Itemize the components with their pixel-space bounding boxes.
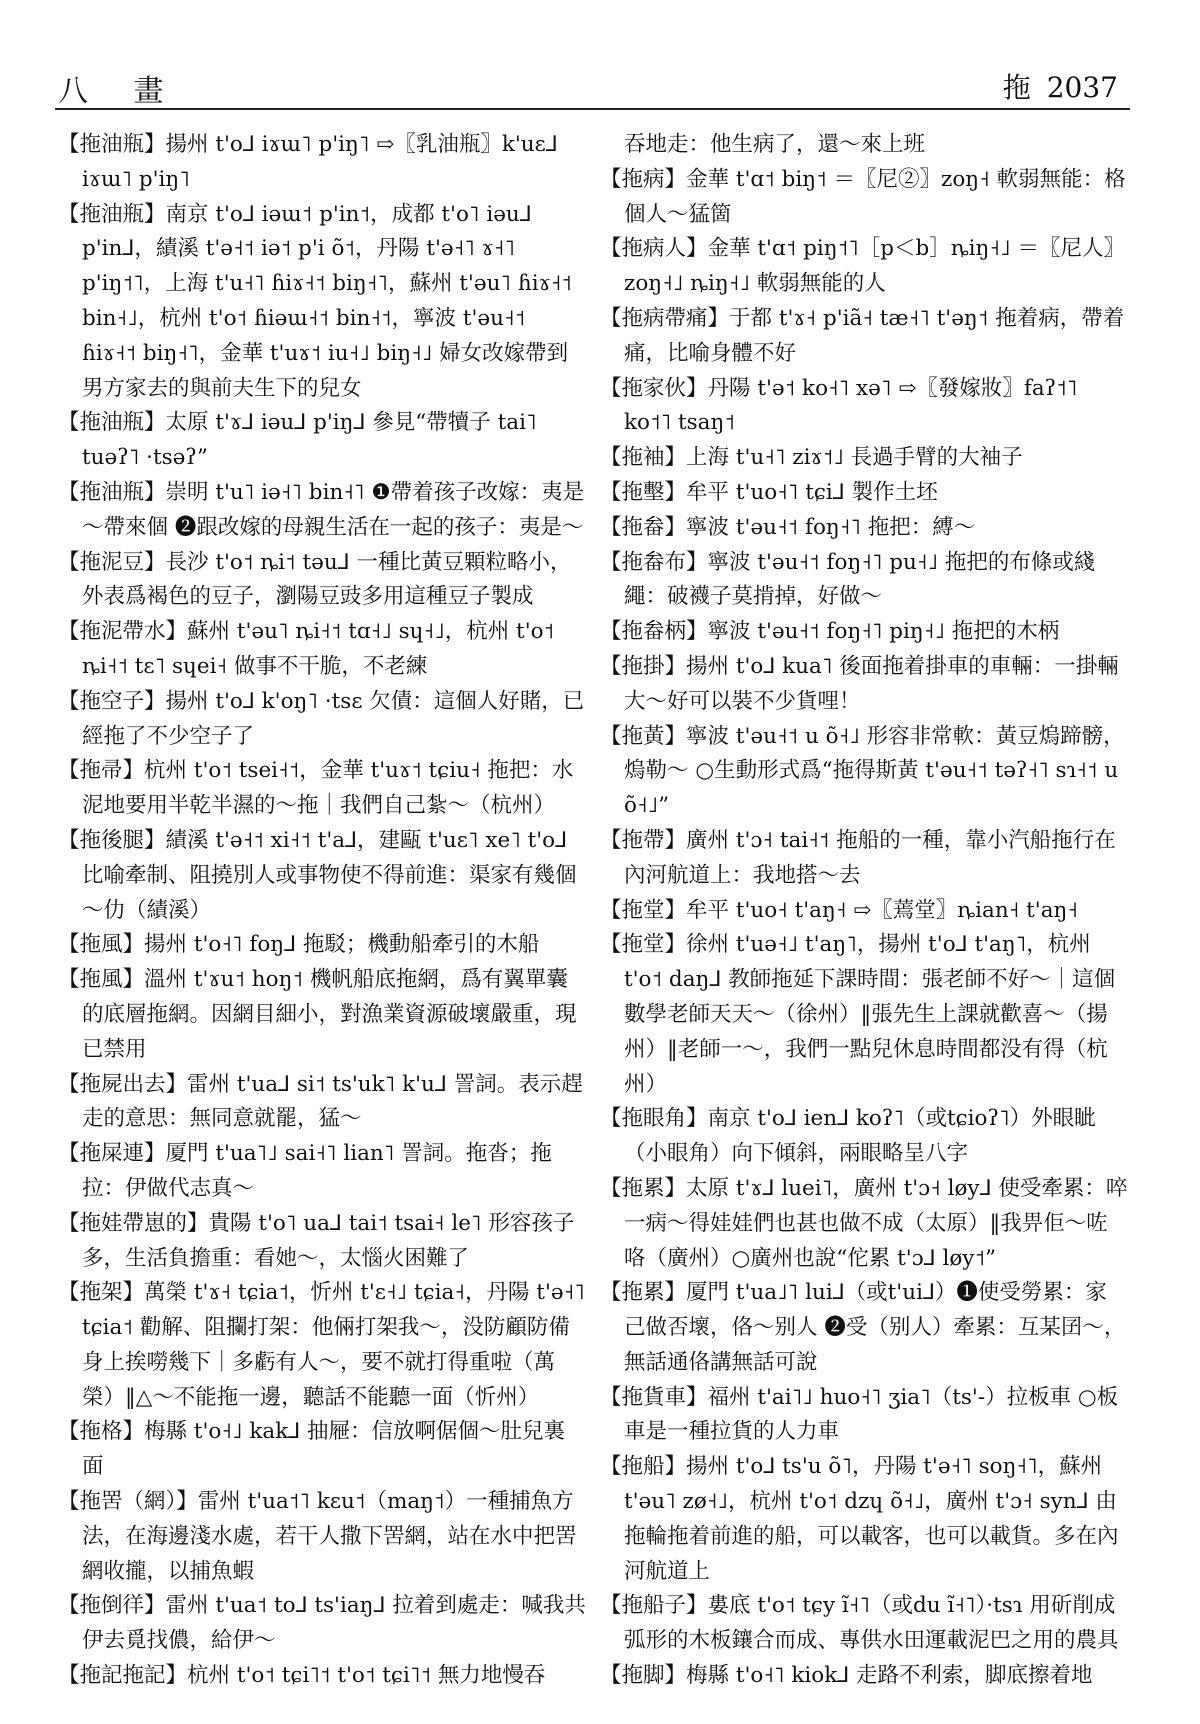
dictionary-entry: 【拖船子】婁底 t'o˦ tɕy ĩ˧˥（或du ĩ˧˥）·tsɿ 用斫削成弧形的木板鑲合而成、專供水田運載泥巴之用的農具 (600, 1593, 1119, 1654)
dictionary-entry: 【拖風】溫州 t'ɤu˦ hoŋ˦ 機帆船底拖網，爲有翼單囊的底層拖網。因網目細小，對漁業資源破壞嚴重，現已禁用 (58, 967, 577, 1062)
dictionary-entry: 【拖船】揚州 t'o⅃ ts'u õ˥，丹陽 t'ə˧˥ soŋ˧˥，蘇州 t'əu˥ zø˧˩，杭州 t'o˦ dzɥ õ˧˩，廣州 t'ɔ˧ syn⅃ 由拖輪拖着前進的船，可以載客，也可以載貨。多在內河航道上 (600, 1454, 1119, 1584)
dictionary-entry: 【拖油瓶】太原 t'ɤ⅃ iəu⅃ p'iŋ⅃ 參見“帶犢子 tai˥ tuəʔ˥ ·tsəʔ” (58, 410, 537, 471)
dictionary-entry: 【拖累】太原 t'ɤ⅃ luei˥，廣州 t'ɔ˧ løy⅃ 使受牽累：啐一病～得娃娃們也甚也做不成（太原）‖我畀佢～咗咯（廣州）○廣州也說“佗累 t'ɔ⅃ løy˦” (600, 1175, 1128, 1271)
page-number: 2037 (1046, 71, 1118, 104)
dictionary-entry: 【拖袖】上海 t'u˧˥ ziɤ˦˩ 長過手臂的大袖子 (600, 445, 1023, 471)
dictionary-entry: 【拖格】梅縣 t'o˧˩ kak⅃ 抽屜：信放啊倨個～肚兒裏面 (58, 1419, 566, 1480)
dictionary-entry: 【拖罟（網）】雷州 t'ua˦˥ kɛu˦（maŋ˦）一種捕魚方法，在海邊淺水處，若干人撒下罟網，站在水中把罟網收攏，以捕魚蝦 (58, 1489, 577, 1584)
dictionary-entry: 【拖黃】寧波 t'əu˧˦ u õ˧˩ 形容非常軟：黃豆熓蹄髈，熓勒～ ○生動形式爲“拖得斯黃 t'əu˧˦ təʔ˧˥ sɿ˧˦ u õ˧˩” (600, 723, 1125, 819)
dictionary-entry: 【拖墼】牟平 t'uo˧˥ tɕi⅃ 製作土坯 (600, 479, 938, 505)
dictionary-entry: 【拖屍出去】雷州 t'ua⅃ si˦ ts'uk˥ k'u⅃ 詈詞。表示趕走的意思：無同意就罷，猛～ (58, 1071, 583, 1132)
head-character: 拖 (1002, 71, 1031, 104)
left-column (58, 128, 586, 1694)
dictionary-entry: 【拖泥帶水】蘇州 t'əu˥ ȵi˧˦ tɑ˧˩ sɥ˧˩，杭州 t'o˦ ȵi˧˦ tɛ˥ sɥei˧ 做事不干脆，不老練 (58, 619, 555, 679)
right-column (600, 128, 1128, 1694)
dictionary-entry: 【拖畚】寧波 t'əu˧˦ foŋ˧˥ 拖把：縛～ (600, 514, 976, 540)
dictionary-entry: 【拖病人】金華 t'ɑ˦ piŋ˦˥［p＜b］ȵiŋ˧˩ ＝〖尼人〗zoŋ˧˩ ȵiŋ˧˩ 軟弱無能的人 (600, 236, 1125, 297)
dictionary-entry: 【拖累】厦門 t'ua˩˥ lui⅃（或t'ui⅃）❶使受勞累：家己做否壞，佫～别人 ❷受（别人）牽累：互某囝～，無話通佫講無話可說 (600, 1280, 1126, 1375)
section-heading: 八 畫 (58, 74, 182, 109)
dictionary-entry: 【拖帚】杭州 t'o˦ tsei˧˦，金華 t'uɤ˦ tɕiu˧ 拖把：水泥地要用半乾半濕的～拖｜我們自己紮～（杭州） (58, 758, 574, 819)
dictionary-entry: 【拖畚布】寧波 t'əu˧˦ foŋ˧˥ pu˧˩ 拖把的布條或綫繩：破襪子莫掯掉，好做～ (600, 549, 1096, 610)
dictionary-entry: 【拖病】金華 t'ɑ˦ biŋ˦ ＝〖尼②〗zoŋ˧ 軟弱無能：格個人～猛箇 (600, 166, 1126, 227)
dictionary-entry: 【拖家伙】丹陽 t'ə˦ ko˧˥ xə˥ ⇨〖發嫁妝〗faʔ˦˥ ko˦˥ tsaŋ˦ (600, 375, 1078, 436)
dictionary-entry: 【拖脚】梅縣 t'o˧˥ kiok⅃ 走路不利索，脚底擦着地 (600, 1663, 1093, 1689)
dictionary-entry: 【拖泥豆】長沙 t'o˦ ȵi˦ təu⅃ 一種比黃豆顆粒略小，外表爲褐色的豆子，瀏陽豆豉多用這種豆子製成 (58, 549, 572, 610)
dictionary-entry: 【拖油瓶】南京 t'o⅃ iəɯ˦ p'in˦，成都 t'o˥ iəu⅃ p'in⅃，績溪 t'ə˧˦ iə˦ p'i õ˦，丹陽 t'ə˧˥ ɤ˧˥ p'iŋ˦˥，上海 t'u˧˥ ɦiɤ˧˦ biŋ˧˥，蘇州 t'əu˥ ɦiɤ˧˦ bin˧˩，杭州 t'o˦ ɦiəɯ˧˦ bin˧˦，寧波 t'əu˧˦ ɦiɤ˧˦ biŋ˧˥，金華 t'uɤ˦ iu˧˩ biŋ˧˩ 婦女改嫁帶到男方家去的與前夫生下的兒女 (58, 201, 572, 401)
dictionary-entry: 【拖病帶痛】于都 t'ɤ˧ p'iã˧ tæ˧˥ t'əŋ˦ 拖着病，帶着痛，比喻身體不好 (600, 305, 1125, 366)
dictionary-entry: 【拖記拖記】杭州 t'o˦ tɕi˥˦ t'o˦ tɕi˥˦ 無力地慢吞 (58, 1663, 546, 1689)
running-head (1003, 66, 1118, 106)
dictionary-entry: 【拖堂】徐州 t'uə˧˩ t'aŋ˥，揚州 t'o⅃ t'aŋ˥，杭州 t'o˦ daŋ⅃ 教師拖延下課時間：張老師不好～｜這個數學老師天天～（徐州）‖張先生上課就歡喜～（揚州）‖老師一～，我們一點兒休息時間都没有得（杭州） (600, 932, 1116, 1097)
dictionary-entry: 【拖油瓶】崇明 t'u˥ iə˧˥ bin˧˥ ❶帶着孩子改嫁：夷是～帶來個 ❷跟改嫁的母親生活在一起的孩子：夷是～ (58, 479, 585, 540)
header-rule (55, 108, 1130, 110)
dictionary-entry: 【拖娃帶崽的】貴陽 t'o˥ ua⅃ tai˦ tsai˧ le˥ 形容孩子多，生活負擔重：看她～，太惱火困難了 (58, 1210, 575, 1271)
dictionary-entry: 【拖掛】揚州 t'o⅃ kua˥ 後面拖着掛車的車輛：一掛輛大～好可以裝不少貨哩！ (600, 653, 1119, 714)
dictionary-entry: 吞地走：他生病了，還～來上班 (624, 132, 926, 157)
dictionary-entry: 【拖眼角】南京 t'o⅃ ien⅃ koʔ˥（或tɕioʔ˥）外眼眦（小眼角）向下傾斜，兩眼略呈八字 (600, 1106, 1096, 1167)
dictionary-entry: 【拖油瓶】揚州 t'o⅃ iɤɯ˥ p'iŋ˥ ⇨〖乳油瓶〗k'uɛ⅃ iɤɯ˥ p'iŋ˥ (58, 132, 558, 192)
dictionary-entry: 【拖架】萬榮 t'ɤ˧ tɕia˦，忻州 t'ɛ˧˩ tɕia˧，丹陽 t'ə˧˥ tɕia˦ 勸解、阻攔打架：他倆打架我～，没防顧防備身上挨嘮幾下｜多虧有人～，要不就打得重啦（萬榮）‖△～不能拖一邊，聽話不能聽一面（忻州） (58, 1280, 585, 1410)
dictionary-entry: 【拖倒徉】雷州 t'ua˦ to⅃ ts'iaŋ⅃ 拉着到處走：喊我共伊去覓找儂，給伊～ (58, 1593, 586, 1654)
dictionary-entry: 【拖帶】廣州 t'ɔ˧ tai˧˦ 拖船的一種，靠小汽船拖行在內河航道上：我地搭～去 (600, 827, 1116, 888)
dictionary-entry: 【拖貨車】福州 t'ai˥˩ huo˧˥ ʒia˥（ts'-）拉板車 ○板車是一種拉貨的人力車 (600, 1384, 1119, 1445)
dictionary-entry: 【拖畚柄】寧波 t'əu˧˦ foŋ˧˥ piŋ˧˩ 拖把的木柄 (600, 619, 1060, 645)
dictionary-entry: 【拖堂】牟平 t'uo˧ t'aŋ˧ ⇨〖蔫堂〗ȵian˧ t'aŋ˧ (600, 897, 1078, 923)
dictionary-entry: 【拖後腿】績溪 t'ə˧˦ xi˧˦ t'a⅃，建甌 t'uɛ˥ xe˥ t'o⅃ 比喻牽制、阻撓別人或事物使不得前進：渠家有幾個～仂（績溪） (58, 827, 577, 923)
dictionary-entry: 【拖風】揚州 t'o˧˥ foŋ⅃ 拖駁；機動船牽引的木船 (58, 932, 540, 958)
dictionary-entry: 【拖空子】揚州 t'o⅃ k'oŋ˥ ·tsɛ 欠債：這個人好賭，已經拖了不少空子了 (58, 688, 585, 749)
dictionary-entry: 【拖屎連】厦門 t'ua˥˩ sai˧˥ lian˥ 詈詞。拖沓；拖拉：伊做代志真～ (58, 1141, 552, 1201)
